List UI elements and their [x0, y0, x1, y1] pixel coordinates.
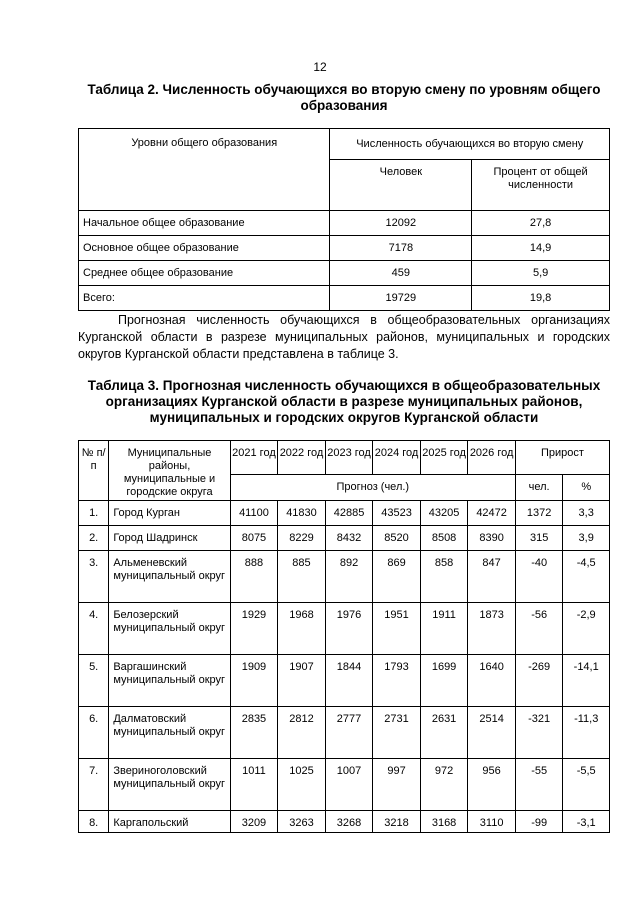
table3-cell-value: 1968	[278, 603, 326, 655]
table3-header-name: Муниципальные районы, муниципальные и городские округа	[109, 441, 230, 501]
table3-cell-value: 8390	[468, 526, 516, 551]
table3-cell-growth-pct: -14,1	[563, 655, 610, 707]
table3-cell-value: 847	[468, 551, 516, 603]
table3-cell-value: 1873	[468, 603, 516, 655]
body-paragraph: Прогнозная численность обучающихся в общеобразовательных организациях Курганской области в разрезе муниципальных районов, муниципальных и городских округов Курганской области представлена в таблице 3.	[78, 313, 610, 361]
table3-cell-value: 2514	[468, 707, 516, 759]
table3-cell-growth-pct: 3,3	[563, 501, 610, 526]
table3-cell-value: 1907	[278, 655, 326, 707]
table3-cell-growth-pct: -11,3	[563, 707, 610, 759]
table-row	[79, 261, 610, 286]
table3-cell-value: 997	[373, 759, 421, 811]
table3-cell-value: 1844	[325, 655, 373, 707]
table3-cell-growth-pct: -4,5	[563, 551, 610, 603]
table-row	[79, 655, 610, 707]
table3-header-growth-percent: %	[563, 475, 610, 501]
table3-cell-value: 3263	[278, 811, 326, 833]
table3-cell-value: 8075	[230, 526, 278, 551]
table2-header-percent: Процент от общей численности	[472, 160, 610, 211]
table-row	[79, 211, 610, 236]
table3-cell-value: 3218	[373, 811, 421, 833]
table3-header-growth: Прирост	[515, 441, 609, 475]
table3-cell-value: 858	[420, 551, 468, 603]
table3-header-no: № п/п	[79, 441, 109, 501]
table2-cell-percent: 14,9	[472, 236, 610, 261]
table3-cell-name: Город Шадринск	[109, 526, 230, 551]
table2-cell-level: Основное общее образование	[79, 236, 330, 261]
table3-cell-growth-pct: 3,9	[563, 526, 610, 551]
table-row	[79, 286, 610, 311]
table3-cell-growth-pct: -3,1	[563, 811, 610, 833]
table3-cell-value: 892	[325, 551, 373, 603]
table3-cell-value: 8432	[325, 526, 373, 551]
table3-cell-growth: 315	[515, 526, 563, 551]
table3-cell-value: 1911	[420, 603, 468, 655]
table3-cell-name: Город Курган	[109, 501, 230, 526]
table3-cell-value: 8508	[420, 526, 468, 551]
table2-header-group: Численность обучающихся во вторую смену	[330, 129, 610, 160]
table-row	[79, 759, 610, 811]
table3-cell-name: Варгашинский муниципальный округ	[109, 655, 230, 707]
table3-header-year: 2024 год	[373, 441, 421, 475]
table-row	[79, 526, 610, 551]
table3-cell-no: 7.	[79, 759, 109, 811]
table2-cell-level: Всего:	[79, 286, 330, 311]
table3-cell-value: 1793	[373, 655, 421, 707]
table2-header-people: Человек	[330, 160, 472, 211]
table3-header-year: 2023 год	[325, 441, 373, 475]
table3-cell-value: 2777	[325, 707, 373, 759]
table3-cell-no: 3.	[79, 551, 109, 603]
table3-cell-value: 41830	[278, 501, 326, 526]
table3-cell-no: 2.	[79, 526, 109, 551]
table2	[78, 128, 610, 311]
table2-title: Таблица 2. Численность обучающихся во вторую смену по уровням общего образования	[87, 82, 601, 113]
table-row	[79, 501, 610, 526]
table2-cell-people: 19729	[330, 286, 472, 311]
table3-cell-growth: -40	[515, 551, 563, 603]
table3-cell-name: Звериноголовский муниципальный округ	[109, 759, 230, 811]
table3-cell-no: 4.	[79, 603, 109, 655]
table3-cell-value: 1025	[278, 759, 326, 811]
table3-cell-value: 869	[373, 551, 421, 603]
table3-cell-no: 8.	[79, 811, 109, 833]
table3-cell-value: 1976	[325, 603, 373, 655]
table3-cell-value: 43523	[373, 501, 421, 526]
table3-cell-value: 1640	[468, 655, 516, 707]
table2-cell-people: 459	[330, 261, 472, 286]
table3-cell-no: 5.	[79, 655, 109, 707]
table3-cell-growth: -269	[515, 655, 563, 707]
table3-header-year: 2022 год	[278, 441, 326, 475]
table3-cell-value: 885	[278, 551, 326, 603]
table3-header-forecast: Прогноз (чел.)	[230, 475, 515, 501]
table3-cell-name: Далматовский муниципальный округ	[109, 707, 230, 759]
table3-cell-value: 1951	[373, 603, 421, 655]
table3-cell-name: Альменевский муниципальный округ	[109, 551, 230, 603]
table3-cell-value: 888	[230, 551, 278, 603]
table3-cell-value: 41100	[230, 501, 278, 526]
table3-cell-no: 1.	[79, 501, 109, 526]
table3-header-growth-people: чел.	[515, 475, 563, 501]
table3-cell-growth: -99	[515, 811, 563, 833]
table3-cell-value: 8520	[373, 526, 421, 551]
table3-cell-value: 42885	[325, 501, 373, 526]
table3	[78, 440, 610, 833]
table2-cell-people: 7178	[330, 236, 472, 261]
table3-cell-value: 2835	[230, 707, 278, 759]
table3-cell-growth: -55	[515, 759, 563, 811]
table-row	[79, 707, 610, 759]
table3-cell-value: 972	[420, 759, 468, 811]
table3-cell-name: Белозерский муниципальный округ	[109, 603, 230, 655]
table-row	[79, 811, 610, 833]
table3-header-year: 2021 год	[230, 441, 278, 475]
table3-cell-value: 3168	[420, 811, 468, 833]
table3-cell-value: 956	[468, 759, 516, 811]
table3-cell-no: 6.	[79, 707, 109, 759]
table3-cell-value: 1699	[420, 655, 468, 707]
table3-cell-value: 43205	[420, 501, 468, 526]
table3-cell-growth-pct: -2,9	[563, 603, 610, 655]
table3-cell-value: 42472	[468, 501, 516, 526]
table3-cell-value: 3110	[468, 811, 516, 833]
table2-cell-percent: 27,8	[472, 211, 610, 236]
page-number: 12	[313, 60, 327, 74]
table3-cell-value: 2812	[278, 707, 326, 759]
table3-cell-value: 1011	[230, 759, 278, 811]
table3-cell-value: 3209	[230, 811, 278, 833]
table-row	[79, 236, 610, 261]
table2-cell-level: Среднее общее образование	[79, 261, 330, 286]
table2-header-levels: Уровни общего образования	[79, 129, 330, 211]
table3-cell-growth: -56	[515, 603, 563, 655]
table2-cell-level: Начальное общее образование	[79, 211, 330, 236]
table3-cell-name: Каргапольский	[109, 811, 230, 833]
table3-cell-value: 2731	[373, 707, 421, 759]
table-row	[79, 603, 610, 655]
table-row	[79, 551, 610, 603]
table3-cell-growth-pct: -5,5	[563, 759, 610, 811]
table3-cell-value: 1007	[325, 759, 373, 811]
table2-cell-percent: 5,9	[472, 261, 610, 286]
table3-cell-value: 3268	[325, 811, 373, 833]
table3-header-year: 2025 год	[420, 441, 468, 475]
table2-cell-people: 12092	[330, 211, 472, 236]
table3-title: Таблица 3. Прогнозная численность обучающихся в общеобразовательных организациях Курганской области в разрезе муниципальных районов, муниципальных и городских округов Курганской области	[87, 378, 601, 425]
table3-cell-value: 1929	[230, 603, 278, 655]
table3-cell-value: 2631	[420, 707, 468, 759]
table3-cell-growth: -321	[515, 707, 563, 759]
table3-cell-growth: 1372	[515, 501, 563, 526]
table3-header-year: 2026 год	[468, 441, 516, 475]
table3-cell-value: 1909	[230, 655, 278, 707]
table3-cell-value: 8229	[278, 526, 326, 551]
table2-cell-percent: 19,8	[472, 286, 610, 311]
